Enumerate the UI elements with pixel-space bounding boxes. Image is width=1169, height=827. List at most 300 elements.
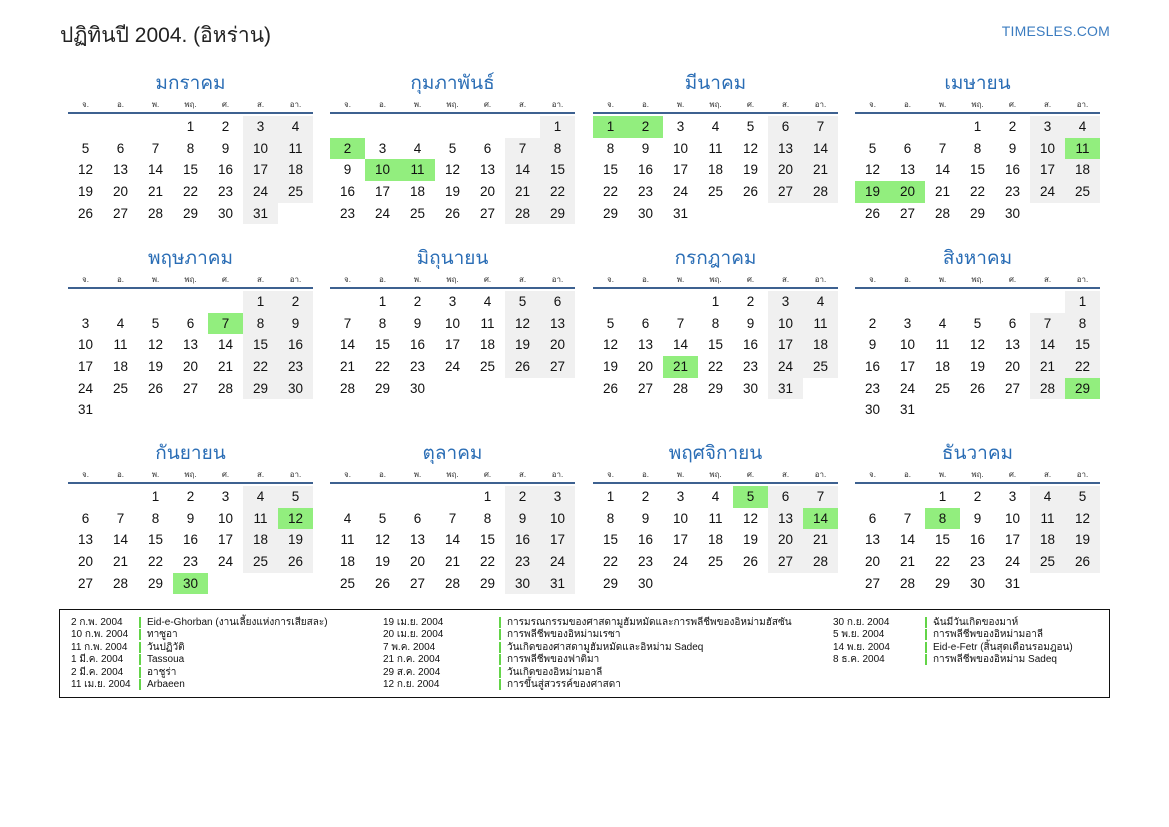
day-cell[interactable]: 5 <box>505 291 540 313</box>
day-cell[interactable]: 17 <box>243 159 278 181</box>
day-cell[interactable]: 22 <box>243 356 278 378</box>
day-cell[interactable]: 18 <box>934 359 951 375</box>
day-cell[interactable]: 27 <box>899 205 916 221</box>
day-cell[interactable]: 26 <box>864 205 881 221</box>
day-cell[interactable]: 20 <box>1004 359 1021 375</box>
day-cell[interactable]: 23 <box>637 184 654 200</box>
day-cell[interactable]: 2 <box>505 486 540 508</box>
site-link[interactable]: TIMESLES.COM <box>1001 23 1110 39</box>
day-cell[interactable]: 30 <box>1004 205 1021 221</box>
day-cell[interactable]: 11 <box>480 315 495 331</box>
day-cell[interactable]: 16 <box>409 337 426 353</box>
day-cell[interactable]: 10 <box>217 510 234 526</box>
day-cell[interactable]: 14 <box>672 337 689 353</box>
day-cell[interactable]: 11 <box>243 508 278 530</box>
day-cell[interactable]: 20 <box>768 529 803 551</box>
day-cell[interactable]: 7 <box>116 510 125 526</box>
day-cell[interactable]: 14 <box>339 337 356 353</box>
day-cell[interactable]: 9 <box>221 140 230 156</box>
day-cell[interactable]: 23 <box>409 359 426 375</box>
day-cell[interactable]: 30 <box>864 402 881 418</box>
day-cell[interactable]: 26 <box>969 380 986 396</box>
day-cell[interactable]: 13 <box>899 162 916 178</box>
day-cell[interactable]: 6 <box>1008 315 1017 331</box>
day-cell[interactable]: 1 <box>483 489 492 504</box>
day-cell[interactable]: 8 <box>606 510 615 526</box>
day-cell[interactable]: 24 <box>444 359 461 375</box>
day-cell[interactable]: 3 <box>221 489 230 504</box>
day-cell[interactable]: 28 <box>217 380 234 396</box>
day-cell[interactable]: 24 <box>1004 554 1021 570</box>
day-cell[interactable]: 5 <box>81 140 90 156</box>
day-cell[interactable]: 13 <box>409 532 426 548</box>
day-cell[interactable]: 26 <box>602 380 619 396</box>
day-cell[interactable]: 19 <box>147 359 164 375</box>
day-cell[interactable]: 12 <box>444 162 461 178</box>
day-cell[interactable]: 26 <box>147 380 164 396</box>
day-cell[interactable]: 12 <box>1065 508 1100 530</box>
day-cell[interactable]: 20 <box>540 334 575 356</box>
day-cell[interactable]: 20 <box>409 554 426 570</box>
day-cell[interactable]: 13 <box>637 337 654 353</box>
day-cell[interactable]: 27 <box>768 551 803 573</box>
day-cell[interactable]: 16 <box>278 334 313 356</box>
day-cell[interactable]: 30 <box>505 573 540 595</box>
day-cell[interactable]: 6 <box>768 486 803 508</box>
day-cell[interactable]: 23 <box>182 554 199 570</box>
day-cell[interactable]: 10 <box>899 337 916 353</box>
day-cell[interactable]: 17 <box>672 162 689 178</box>
day-cell[interactable]: 30 <box>969 575 986 591</box>
day-cell[interactable]: 26 <box>505 356 540 378</box>
day-cell[interactable]: 9 <box>868 337 877 353</box>
holiday-day-cell[interactable]: 19 <box>855 181 890 203</box>
day-cell[interactable]: 17 <box>444 337 461 353</box>
day-cell[interactable]: 19 <box>77 184 94 200</box>
day-cell[interactable]: 26 <box>374 575 391 591</box>
day-cell[interactable]: 24 <box>768 356 803 378</box>
day-cell[interactable]: 1 <box>243 291 278 313</box>
day-cell[interactable]: 15 <box>182 162 199 178</box>
day-cell[interactable]: 24 <box>77 380 94 396</box>
day-cell[interactable]: 2 <box>186 489 195 504</box>
day-cell[interactable]: 29 <box>707 380 724 396</box>
day-cell[interactable]: 5 <box>1065 486 1100 508</box>
day-cell[interactable]: 30 <box>637 205 654 221</box>
day-cell[interactable]: 15 <box>147 532 164 548</box>
day-cell[interactable]: 24 <box>540 551 575 573</box>
day-cell[interactable]: 3 <box>1030 116 1065 138</box>
day-cell[interactable]: 26 <box>1065 551 1100 573</box>
day-cell[interactable]: 12 <box>602 337 619 353</box>
day-cell[interactable]: 30 <box>409 380 426 396</box>
day-cell[interactable]: 3 <box>676 489 685 504</box>
day-cell[interactable]: 13 <box>864 532 881 548</box>
day-cell[interactable]: 27 <box>540 356 575 378</box>
day-cell[interactable]: 7 <box>676 315 685 331</box>
day-cell[interactable]: 20 <box>479 184 496 200</box>
day-cell[interactable]: 10 <box>540 508 575 530</box>
holiday-day-cell[interactable]: 14 <box>803 508 838 530</box>
day-cell[interactable]: 25 <box>278 181 313 203</box>
day-cell[interactable]: 31 <box>672 205 689 221</box>
day-cell[interactable]: 27 <box>479 205 496 221</box>
day-cell[interactable]: 24 <box>899 380 916 396</box>
day-cell[interactable]: 4 <box>711 489 720 504</box>
day-cell[interactable]: 21 <box>217 359 234 375</box>
day-cell[interactable]: 5 <box>606 315 615 331</box>
day-cell[interactable]: 22 <box>969 184 986 200</box>
day-cell[interactable]: 25 <box>803 356 838 378</box>
day-cell[interactable]: 20 <box>864 554 881 570</box>
day-cell[interactable]: 4 <box>243 486 278 508</box>
day-cell[interactable]: 31 <box>77 402 94 418</box>
day-cell[interactable]: 26 <box>77 205 94 221</box>
day-cell[interactable]: 16 <box>637 532 654 548</box>
day-cell[interactable]: 6 <box>540 291 575 313</box>
day-cell[interactable]: 25 <box>934 380 951 396</box>
day-cell[interactable]: 13 <box>1004 337 1021 353</box>
day-cell[interactable]: 10 <box>77 337 94 353</box>
day-cell[interactable]: 2 <box>413 294 422 309</box>
day-cell[interactable]: 28 <box>672 380 689 396</box>
day-cell[interactable]: 18 <box>409 184 426 200</box>
day-cell[interactable]: 25 <box>1065 181 1100 203</box>
day-cell[interactable]: 28 <box>803 551 838 573</box>
day-cell[interactable]: 9 <box>278 313 313 335</box>
day-cell[interactable]: 1 <box>711 294 720 309</box>
day-cell[interactable]: 1 <box>606 489 615 504</box>
holiday-day-cell[interactable]: 1 <box>593 116 628 138</box>
holiday-day-cell[interactable]: 5 <box>733 486 768 508</box>
day-cell[interactable]: 9 <box>641 510 650 526</box>
day-cell[interactable]: 31 <box>1004 575 1021 591</box>
day-cell[interactable]: 14 <box>217 337 234 353</box>
day-cell[interactable]: 9 <box>343 162 352 178</box>
day-cell[interactable]: 9 <box>973 510 982 526</box>
day-cell[interactable]: 26 <box>742 184 759 200</box>
day-cell[interactable]: 12 <box>147 337 164 353</box>
day-cell[interactable]: 28 <box>899 575 916 591</box>
day-cell[interactable]: 6 <box>186 315 195 331</box>
day-cell[interactable]: 12 <box>742 140 759 156</box>
day-cell[interactable]: 13 <box>768 138 803 160</box>
day-cell[interactable]: 11 <box>935 337 950 353</box>
day-cell[interactable]: 9 <box>505 508 540 530</box>
day-cell[interactable]: 4 <box>938 315 947 331</box>
day-cell[interactable]: 10 <box>672 510 689 526</box>
day-cell[interactable]: 19 <box>278 529 313 551</box>
day-cell[interactable]: 30 <box>278 378 313 400</box>
day-cell[interactable]: 22 <box>147 554 164 570</box>
day-cell[interactable]: 15 <box>540 159 575 181</box>
day-cell[interactable]: 3 <box>448 294 457 309</box>
day-cell[interactable]: 5 <box>868 140 877 156</box>
day-cell[interactable]: 16 <box>505 529 540 551</box>
holiday-day-cell[interactable]: 30 <box>173 573 208 595</box>
day-cell[interactable]: 27 <box>409 575 426 591</box>
holiday-day-cell[interactable]: 11 <box>1065 138 1100 160</box>
day-cell[interactable]: 10 <box>1004 510 1021 526</box>
day-cell[interactable]: 7 <box>505 138 540 160</box>
day-cell[interactable]: 12 <box>374 532 391 548</box>
day-cell[interactable]: 26 <box>742 554 759 570</box>
day-cell[interactable]: 7 <box>938 140 947 156</box>
day-cell[interactable]: 27 <box>864 575 881 591</box>
day-cell[interactable]: 1 <box>186 119 195 134</box>
day-cell[interactable]: 4 <box>1065 116 1100 138</box>
day-cell[interactable]: 23 <box>339 205 356 221</box>
day-cell[interactable]: 25 <box>1030 551 1065 573</box>
day-cell[interactable]: 1 <box>938 489 947 504</box>
day-cell[interactable]: 26 <box>444 205 461 221</box>
day-cell[interactable]: 25 <box>243 551 278 573</box>
day-cell[interactable]: 24 <box>243 181 278 203</box>
day-cell[interactable]: 18 <box>479 337 496 353</box>
day-cell[interactable]: 25 <box>479 359 496 375</box>
day-cell[interactable]: 16 <box>182 532 199 548</box>
day-cell[interactable]: 29 <box>602 205 619 221</box>
day-cell[interactable]: 24 <box>374 205 391 221</box>
day-cell[interactable]: 29 <box>540 203 575 225</box>
day-cell[interactable]: 4 <box>1030 486 1065 508</box>
day-cell[interactable]: 5 <box>746 119 755 134</box>
day-cell[interactable]: 6 <box>413 510 422 526</box>
day-cell[interactable]: 2 <box>746 294 755 309</box>
day-cell[interactable]: 7 <box>448 510 457 526</box>
day-cell[interactable]: 15 <box>602 162 619 178</box>
day-cell[interactable]: 16 <box>339 184 356 200</box>
day-cell[interactable]: 19 <box>505 334 540 356</box>
day-cell[interactable]: 29 <box>147 575 164 591</box>
day-cell[interactable]: 4 <box>343 510 352 526</box>
day-cell[interactable]: 7 <box>903 510 912 526</box>
day-cell[interactable]: 15 <box>479 532 496 548</box>
day-cell[interactable]: 22 <box>182 184 199 200</box>
holiday-day-cell[interactable]: 10 <box>365 159 400 181</box>
day-cell[interactable]: 16 <box>742 337 759 353</box>
day-cell[interactable]: 27 <box>182 380 199 396</box>
day-cell[interactable]: 27 <box>637 380 654 396</box>
day-cell[interactable]: 21 <box>899 554 916 570</box>
day-cell[interactable]: 8 <box>1065 313 1100 335</box>
holiday-day-cell[interactable]: 2 <box>628 116 663 138</box>
day-cell[interactable]: 6 <box>641 315 650 331</box>
day-cell[interactable]: 3 <box>243 116 278 138</box>
day-cell[interactable]: 6 <box>81 510 90 526</box>
day-cell[interactable]: 6 <box>903 140 912 156</box>
day-cell[interactable]: 29 <box>934 575 951 591</box>
day-cell[interactable]: 23 <box>1004 184 1021 200</box>
day-cell[interactable]: 13 <box>182 337 199 353</box>
day-cell[interactable]: 9 <box>1008 140 1017 156</box>
day-cell[interactable]: 17 <box>672 532 689 548</box>
day-cell[interactable]: 10 <box>672 140 689 156</box>
day-cell[interactable]: 27 <box>77 575 94 591</box>
day-cell[interactable]: 12 <box>77 162 94 178</box>
day-cell[interactable]: 4 <box>803 291 838 313</box>
day-cell[interactable]: 19 <box>742 532 759 548</box>
day-cell[interactable]: 8 <box>483 510 492 526</box>
day-cell[interactable]: 29 <box>479 575 496 591</box>
day-cell[interactable]: 8 <box>606 140 615 156</box>
day-cell[interactable]: 4 <box>483 294 492 309</box>
day-cell[interactable]: 13 <box>479 162 496 178</box>
day-cell[interactable]: 22 <box>374 359 391 375</box>
day-cell[interactable]: 23 <box>505 551 540 573</box>
day-cell[interactable]: 19 <box>374 554 391 570</box>
holiday-day-cell[interactable]: 29 <box>1065 378 1100 400</box>
day-cell[interactable]: 1 <box>151 489 160 504</box>
day-cell[interactable]: 23 <box>742 359 759 375</box>
day-cell[interactable]: 28 <box>339 380 356 396</box>
day-cell[interactable]: 10 <box>444 315 461 331</box>
day-cell[interactable]: 18 <box>339 554 356 570</box>
day-cell[interactable]: 29 <box>969 205 986 221</box>
day-cell[interactable]: 12 <box>742 510 759 526</box>
day-cell[interactable]: 18 <box>1065 159 1100 181</box>
day-cell[interactable]: 21 <box>934 184 951 200</box>
day-cell[interactable]: 12 <box>864 162 881 178</box>
day-cell[interactable]: 7 <box>803 116 838 138</box>
day-cell[interactable]: 16 <box>637 162 654 178</box>
day-cell[interactable]: 4 <box>413 140 422 156</box>
day-cell[interactable]: 31 <box>768 378 803 400</box>
day-cell[interactable]: 4 <box>711 119 720 134</box>
day-cell[interactable]: 11 <box>1030 508 1065 530</box>
day-cell[interactable]: 21 <box>444 554 461 570</box>
day-cell[interactable]: 29 <box>602 575 619 591</box>
day-cell[interactable]: 15 <box>969 162 986 178</box>
day-cell[interactable]: 8 <box>973 140 982 156</box>
day-cell[interactable]: 5 <box>151 315 160 331</box>
day-cell[interactable]: 8 <box>151 510 160 526</box>
day-cell[interactable]: 2 <box>278 291 313 313</box>
day-cell[interactable]: 11 <box>803 313 838 335</box>
day-cell[interactable]: 19 <box>969 359 986 375</box>
day-cell[interactable]: 17 <box>540 529 575 551</box>
day-cell[interactable]: 25 <box>707 184 724 200</box>
day-cell[interactable]: 21 <box>505 181 540 203</box>
day-cell[interactable]: 21 <box>339 359 356 375</box>
day-cell[interactable]: 15 <box>707 337 724 353</box>
day-cell[interactable]: 6 <box>868 510 877 526</box>
day-cell[interactable]: 15 <box>374 337 391 353</box>
day-cell[interactable]: 17 <box>77 359 94 375</box>
day-cell[interactable]: 11 <box>278 138 313 160</box>
day-cell[interactable]: 1 <box>973 119 982 134</box>
day-cell[interactable]: 23 <box>278 356 313 378</box>
day-cell[interactable]: 7 <box>151 140 160 156</box>
day-cell[interactable]: 12 <box>969 337 986 353</box>
day-cell[interactable]: 25 <box>409 205 426 221</box>
holiday-day-cell[interactable]: 21 <box>663 356 698 378</box>
day-cell[interactable]: 10 <box>768 313 803 335</box>
day-cell[interactable]: 20 <box>182 359 199 375</box>
day-cell[interactable]: 3 <box>540 486 575 508</box>
day-cell[interactable]: 22 <box>1065 356 1100 378</box>
day-cell[interactable]: 26 <box>278 551 313 573</box>
day-cell[interactable]: 6 <box>483 140 492 156</box>
day-cell[interactable]: 10 <box>243 138 278 160</box>
day-cell[interactable]: 27 <box>768 181 803 203</box>
day-cell[interactable]: 11 <box>708 510 723 526</box>
day-cell[interactable]: 25 <box>339 575 356 591</box>
day-cell[interactable]: 1 <box>540 116 575 138</box>
holiday-day-cell[interactable]: 8 <box>925 508 960 530</box>
day-cell[interactable]: 14 <box>803 138 838 160</box>
day-cell[interactable]: 4 <box>278 116 313 138</box>
day-cell[interactable]: 13 <box>77 532 94 548</box>
day-cell[interactable]: 15 <box>243 334 278 356</box>
day-cell[interactable]: 27 <box>1004 380 1021 396</box>
holiday-day-cell[interactable]: 7 <box>208 313 243 335</box>
day-cell[interactable]: 2 <box>221 119 230 134</box>
day-cell[interactable]: 2 <box>868 315 877 331</box>
day-cell[interactable]: 14 <box>1030 334 1065 356</box>
day-cell[interactable]: 30 <box>217 205 234 221</box>
day-cell[interactable]: 17 <box>217 532 234 548</box>
day-cell[interactable]: 19 <box>1065 529 1100 551</box>
day-cell[interactable]: 28 <box>505 203 540 225</box>
day-cell[interactable]: 21 <box>803 159 838 181</box>
day-cell[interactable]: 31 <box>899 402 916 418</box>
day-cell[interactable]: 28 <box>803 181 838 203</box>
day-cell[interactable]: 27 <box>112 205 129 221</box>
day-cell[interactable]: 20 <box>637 359 654 375</box>
day-cell[interactable]: 19 <box>602 359 619 375</box>
day-cell[interactable]: 11 <box>340 532 355 548</box>
day-cell[interactable]: 31 <box>540 573 575 595</box>
holiday-day-cell[interactable]: 2 <box>330 138 365 160</box>
day-cell[interactable]: 1 <box>1065 291 1100 313</box>
day-cell[interactable]: 29 <box>243 378 278 400</box>
day-cell[interactable]: 22 <box>540 181 575 203</box>
day-cell[interactable]: 31 <box>243 203 278 225</box>
day-cell[interactable]: 13 <box>112 162 129 178</box>
day-cell[interactable]: 6 <box>116 140 125 156</box>
day-cell[interactable]: 8 <box>711 315 720 331</box>
day-cell[interactable]: 24 <box>217 554 234 570</box>
day-cell[interactable]: 3 <box>903 315 912 331</box>
day-cell[interactable]: 25 <box>112 380 129 396</box>
day-cell[interactable]: 21 <box>147 184 164 200</box>
day-cell[interactable]: 7 <box>803 486 838 508</box>
day-cell[interactable]: 22 <box>602 184 619 200</box>
day-cell[interactable]: 14 <box>505 159 540 181</box>
day-cell[interactable]: 21 <box>803 529 838 551</box>
day-cell[interactable]: 9 <box>186 510 195 526</box>
day-cell[interactable]: 5 <box>448 140 457 156</box>
day-cell[interactable]: 22 <box>602 554 619 570</box>
day-cell[interactable]: 14 <box>147 162 164 178</box>
day-cell[interactable]: 23 <box>217 184 234 200</box>
day-cell[interactable]: 8 <box>243 313 278 335</box>
day-cell[interactable]: 5 <box>278 486 313 508</box>
day-cell[interactable]: 3 <box>768 291 803 313</box>
day-cell[interactable]: 18 <box>803 334 838 356</box>
day-cell[interactable]: 17 <box>768 334 803 356</box>
day-cell[interactable]: 28 <box>934 205 951 221</box>
day-cell[interactable]: 3 <box>676 119 685 134</box>
day-cell[interactable]: 30 <box>742 380 759 396</box>
day-cell[interactable]: 15 <box>602 532 619 548</box>
day-cell[interactable]: 11 <box>708 140 723 156</box>
day-cell[interactable]: 15 <box>934 532 951 548</box>
day-cell[interactable]: 23 <box>864 380 881 396</box>
day-cell[interactable]: 16 <box>217 162 234 178</box>
day-cell[interactable]: 18 <box>278 159 313 181</box>
